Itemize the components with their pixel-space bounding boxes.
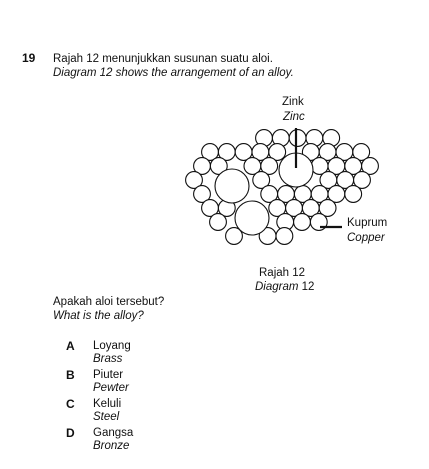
- copper-atom: [294, 214, 311, 231]
- option-a-letter: A: [66, 339, 75, 353]
- prompt-text-english: What is the alloy?: [53, 310, 144, 322]
- zinc-label-english: Zinc: [283, 111, 305, 123]
- copper-atom: [210, 214, 227, 231]
- zinc-atom: [235, 201, 269, 235]
- question-text-english: Diagram 12 shows the arrangement of an alloy.: [53, 67, 294, 79]
- diagram-caption-english-number: 12: [298, 281, 315, 293]
- question-number: 19: [22, 51, 36, 65]
- copper-label-malay: Kuprum: [347, 217, 388, 229]
- alloy-diagram: [180, 90, 429, 260]
- option-b-text-malay: Piuter: [93, 369, 124, 381]
- copper-atom: [345, 186, 362, 203]
- option-c-letter: C: [66, 397, 75, 411]
- copper-atom: [276, 228, 293, 245]
- option-d-text-english: Bronze: [93, 440, 130, 452]
- option-a-text-english: Brass: [93, 353, 123, 365]
- copper-label-english: Copper: [347, 232, 385, 244]
- diagram-caption-english-word: Diagram: [255, 281, 299, 293]
- option-c-text-english: Steel: [93, 411, 120, 423]
- question-text-malay: Rajah 12 menunjukkan susunan suatu aloi.: [53, 53, 273, 65]
- diagram-caption-malay: Rajah 12: [259, 267, 306, 279]
- prompt-text-malay: Apakah aloi tersebut?: [53, 296, 165, 308]
- diagram-caption-english: [255, 280, 314, 294]
- option-d-letter: D: [66, 426, 75, 440]
- zinc-atom: [215, 169, 249, 203]
- copper-atom: [289, 130, 306, 147]
- option-c-text-malay: Keluli: [93, 398, 122, 410]
- option-b-text-english: Pewter: [93, 382, 129, 394]
- option-a-text-malay: Loyang: [93, 340, 131, 352]
- option-d-text-malay: Gangsa: [93, 427, 134, 439]
- zinc-label-malay: Zink: [282, 96, 304, 108]
- option-b-letter: B: [66, 368, 75, 382]
